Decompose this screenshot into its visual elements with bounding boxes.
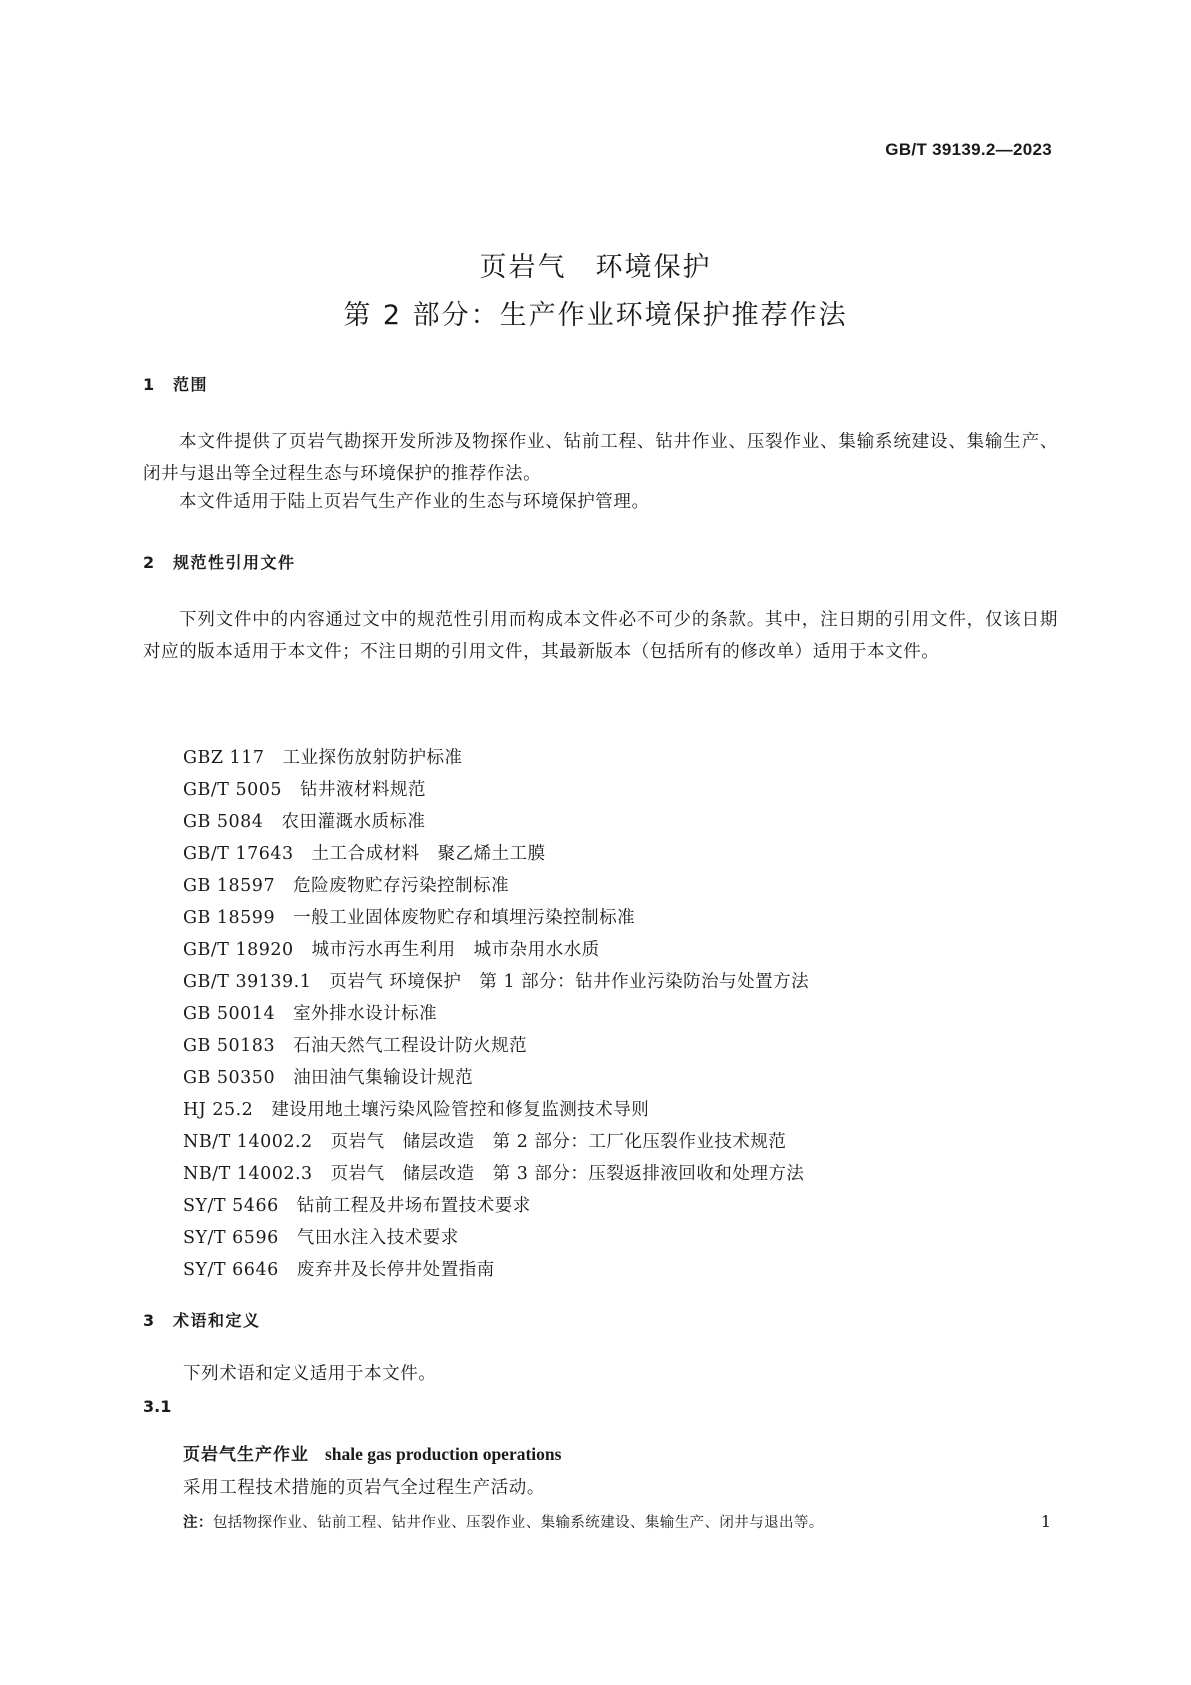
- reference-title: 页岩气 储层改造 第 2 部分：工厂化压裂作业技术规范: [330, 1132, 787, 1152]
- reference-item: [183, 1126, 809, 1158]
- reference-code: GB 18599: [183, 908, 276, 928]
- term-note: [183, 1511, 824, 1532]
- reference-title: 废弃井及长停井处置指南: [296, 1260, 495, 1280]
- section-3-heading: [143, 1308, 261, 1331]
- reference-code: GB 50183: [183, 1036, 276, 1056]
- reference-title: 室外排水设计标准: [293, 1004, 438, 1024]
- section-2-heading: [143, 550, 296, 573]
- reference-item: [183, 1062, 809, 1094]
- reference-title: 石油天然气工程设计防火规范: [293, 1036, 528, 1056]
- section-number: 3: [143, 1311, 156, 1330]
- normative-reference-list: [183, 742, 809, 1286]
- reference-code: NB/T 14002.3: [183, 1164, 313, 1184]
- reference-title: 农田灌溉水质标准: [281, 812, 426, 832]
- section-number: 2: [143, 553, 156, 572]
- document-title-line1: 页岩气 环境保护: [479, 252, 712, 283]
- reference-item: [183, 966, 809, 998]
- reference-code: SY/T 6646: [183, 1260, 279, 1280]
- document-title-line2: 第 2 部分：生产作业环境保护推荐作法: [343, 300, 848, 331]
- reference-item: [183, 870, 809, 902]
- reference-item: [183, 1222, 809, 1254]
- term-english: shale gas production operations: [325, 1444, 562, 1464]
- reference-code: GB/T 5005: [183, 780, 283, 800]
- reference-title: 一般工业固体废物贮存和填埋污染控制标准: [293, 908, 636, 928]
- section-1-heading: [143, 372, 208, 395]
- section-title: 术语和定义: [173, 1311, 261, 1330]
- reference-title: 城市污水再生利用 城市杂用水水质: [311, 940, 600, 960]
- section-1-paragraph-1: 本文件提供了页岩气勘探开发所涉及物探作业、钻前工程、钻井作业、压裂作业、集输系统建设、集输生产、闭井与退出等全过程生态与环境保护的推荐作法。: [143, 432, 1058, 484]
- reference-item: [183, 902, 809, 934]
- reference-code: GB/T 18920: [183, 940, 294, 960]
- reference-item: [183, 1094, 809, 1126]
- section-title: 范围: [173, 375, 209, 394]
- reference-title: 页岩气 环境保护 第 1 部分：钻井作业污染防治与处置方法: [329, 972, 810, 992]
- reference-item: [183, 742, 809, 774]
- reference-code: NB/T 14002.2: [183, 1132, 313, 1152]
- section-3-paragraph-1: 下列术语和定义适用于本文件。: [183, 1364, 437, 1384]
- reference-code: GB 50350: [183, 1068, 276, 1088]
- page-number: 1: [1040, 1512, 1051, 1531]
- section-2-paragraph-1: 下列文件中的内容通过文中的规范性引用而构成本文件必不可少的条款。其中，注日期的引用文件，仅该日期对应的版本适用于本文件；不注日期的引用文件，其最新版本（包括所有的修改单）适用于本文件。: [143, 610, 1058, 662]
- reference-code: GB 18597: [183, 876, 276, 896]
- section-1-paragraph-2: 本文件适用于陆上页岩气生产作业的生态与环境保护管理。: [179, 492, 650, 512]
- reference-title: 钻前工程及井场布置技术要求: [296, 1196, 531, 1216]
- reference-title: 钻井液材料规范: [300, 780, 427, 800]
- reference-item: [183, 998, 809, 1030]
- reference-item: [183, 1190, 809, 1222]
- section-number: 1: [143, 375, 156, 394]
- note-text: 包括物探作业、钻前工程、钻井作业、压裂作业、集输系统建设、集输生产、闭井与退出等。: [212, 1515, 824, 1531]
- reference-title: 工业探伤放射防护标准: [282, 748, 463, 768]
- reference-title: 气田水注入技术要求: [296, 1228, 459, 1248]
- reference-item: [183, 1254, 809, 1286]
- reference-item: [183, 774, 809, 806]
- reference-title: 建设用地土壤污染风险管控和修复监测技术导则: [271, 1100, 650, 1120]
- reference-item: [183, 934, 809, 966]
- reference-title: 页岩气 储层改造 第 3 部分：压裂返排液回收和处理方法: [330, 1164, 805, 1184]
- term-entry: [183, 1440, 561, 1465]
- term-definition: 采用工程技术措施的页岩气全过程生产活动。: [183, 1478, 545, 1498]
- reference-title: 危险废物贮存污染控制标准: [293, 876, 510, 896]
- reference-item: [183, 1158, 809, 1190]
- reference-title: 油田油气集输设计规范: [293, 1068, 474, 1088]
- reference-code: HJ 25.2: [183, 1100, 254, 1120]
- note-label: 注：: [183, 1515, 213, 1531]
- reference-item: [183, 806, 809, 838]
- reference-code: GB 5084: [183, 812, 264, 832]
- reference-code: GB/T 39139.1: [183, 972, 312, 992]
- reference-code: GB 50014: [183, 1004, 276, 1024]
- reference-code: GB/T 17643: [183, 844, 294, 864]
- standard-number: GB/T 39139.2—2023: [885, 140, 1052, 159]
- reference-title: 土工合成材料 聚乙烯土工膜: [311, 844, 546, 864]
- reference-code: SY/T 5466: [183, 1196, 279, 1216]
- reference-item: [183, 838, 809, 870]
- term-number: 3.1: [143, 1397, 172, 1416]
- section-title: 规范性引用文件: [173, 553, 296, 572]
- reference-item: [183, 1030, 809, 1062]
- reference-code: SY/T 6596: [183, 1228, 279, 1248]
- term-chinese: 页岩气生产作业: [183, 1445, 309, 1465]
- reference-code: GBZ 117: [183, 748, 265, 768]
